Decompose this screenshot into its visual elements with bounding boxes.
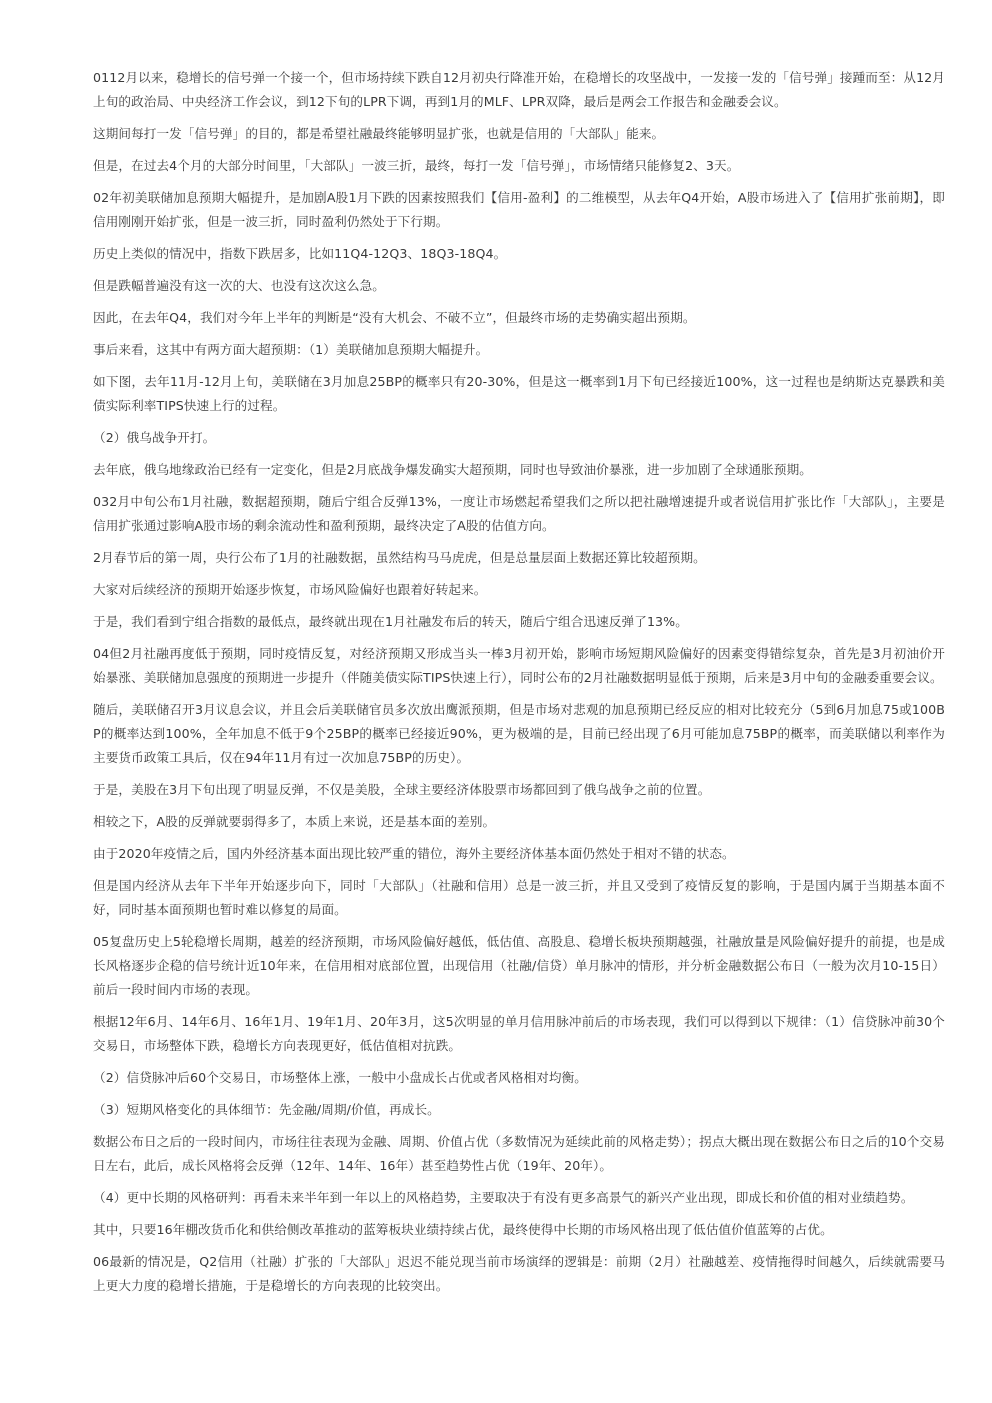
paragraph: 于是，我们看到宁组合指数的最低点，最终就出现在1月社融发布后的转天，随后宁组合迅速反弹了13%。 (93, 614, 688, 629)
paragraph: 如下图，去年11月-12月上旬，美联储在3月加息25BP的概率只有20-30%，但是这一概率到1月下旬已经接近100%，这一过程也是纳斯达克暴跌和美债实际利率TIPS快速上行的过程。 (93, 374, 945, 413)
paragraph: 根据12年6月、14年6月、16年1月、19年1月、20年3月，这5次明显的单月信用脉冲前后的市场表现，我们可以得到以下规律：（1）信贷脉冲前30个交易日，市场整体下跌，稳增长方向表现更好，低估值相对抗跌。 (93, 1014, 945, 1053)
paragraph: （4）更中长期的风格研判：再看未来半年到一年以上的风格趋势，主要取决于有没有更多高景气的新兴产业出现，即成长和价值的相对业绩趋势。 (93, 1190, 914, 1205)
paragraph: 由于2020年疫情之后，国内外经济基本面出现比较严重的错位，海外主要经济体基本面仍然处于相对不错的状态。 (93, 846, 735, 861)
paragraph: 随后，美联储召开3月议息会议，并且会后美联储官员多次放出鹰派预期，但是市场对悲观的加息预期已经反应的相对比较充分（5到6月加息75或100BP的概率达到100%，全年加息不低于9个25BP的概率已经接近90%，更为极端的是，目前已经出现了6月可能加息75BP的概率，而美联储以利率作为主要货币政策工具后，仅在94年11月有过一次加息75BP的历史）。 (93, 702, 945, 765)
paragraph: 这期间每打一发「信号弹」的目的，都是希望社融最终能够明显扩张，也就是信用的「大部队」能来。 (93, 126, 665, 141)
paragraph: 大家对后续经济的预期开始逐步恢复，市场风险偏好也跟着好转起来。 (93, 582, 487, 597)
paragraph: 0112月以来，稳增长的信号弹一个接一个，但市场持续下跌自12月初央行降准开始，在稳增长的攻坚战中，一发接一发的「信号弹」接踵而至：从12月上旬的政治局、中央经济工作会议，到12下旬的LPR下调，再到1月的MLF、LPR双降，最后是两会工作报告和金融委会议。 (93, 70, 945, 109)
paragraph: 因此，在去年Q4，我们对今年上半年的判断是“没有大机会、不破不立”，但最终市场的走势确实超出预期。 (93, 310, 696, 325)
paragraph: 但是国内经济从去年下半年开始逐步向下，同时「大部队」（社融和信用）总是一波三折，并且又受到了疫情反复的影响，于是国内属于当期基本面不好，同时基本面预期也暂时难以修复的局面。 (93, 878, 945, 917)
paragraph: （3）短期风格变化的具体细节：先金融/周期/价值，再成长。 (93, 1102, 440, 1117)
paragraph: 032月中旬公布1月社融，数据超预期，随后宁组合反弹13%，一度让市场燃起希望我们之所以把社融增速提升或者说信用扩张比作「大部队」，主要是信用扩张通过影响A股市场的剩余流动性和盈利预期，最终决定了A股的估值方向。 (93, 494, 945, 533)
paragraph: 相较之下，A股的反弹就要弱得多了，本质上来说，还是基本面的差别。 (93, 814, 496, 829)
paragraph: （2）信贷脉冲后60个交易日，市场整体上涨，一般中小盘成长占优或者风格相对均衡。 (93, 1070, 588, 1085)
document-body (93, 66, 945, 1306)
paragraph: 数据公布日之后的一段时间内，市场往往表现为金融、周期、价值占优（多数情况为延续此前的风格走势）；拐点大概出现在数据公布日之后的10个交易日左右，此后，成长风格将会反弹（12年、14年、16年）甚至趋势性占优（19年、20年）。 (93, 1134, 945, 1173)
paragraph: 05复盘历史上5轮稳增长周期，越差的经济预期，市场风险偏好越低，低估值、高股息、稳增长板块预期越强，社融放量是风险偏好提升的前提，也是成长风格逐步企稳的信号统计近10年来，在信用相对底部位置，出现信用（社融/信贷）单月脉冲的情形，并分析金融数据公布日（一般为次月10-15日）前后一段时间内市场的表现。 (93, 934, 945, 997)
paragraph: 去年底，俄乌地缘政治已经有一定变化，但是2月底战争爆发确实大超预期，同时也导致油价暴涨，进一步加剧了全球通胀预期。 (93, 462, 812, 477)
paragraph: 其中，只要16年棚改货币化和供给侧改革推动的蓝筹板块业绩持续占优，最终使得中长期的市场风格出现了低估值价值蓝筹的占优。 (93, 1222, 833, 1237)
paragraph: 于是，美股在3月下旬出现了明显反弹，不仅是美股，全球主要经济体股票市场都回到了俄乌战争之前的位置。 (93, 782, 711, 797)
paragraph: 但是，在过去4个月的大部分时间里，「大部队」一波三折，最终，每打一发「信号弹」，市场情绪只能修复2、3天。 (93, 158, 740, 173)
paragraph: 历史上类似的情况中，指数下跌居多，比如11Q4-12Q3、18Q3-18Q4。 (93, 246, 507, 261)
paragraph: 2月春节后的第一周，央行公布了1月的社融数据，虽然结构马马虎虎，但是总量层面上数据还算比较超预期。 (93, 550, 706, 565)
paragraph: 事后来看，这其中有两方面大超预期：（1）美联储加息预期大幅提升。 (93, 342, 489, 357)
paragraph: 04但2月社融再度低于预期，同时疫情反复，对经济预期又形成当头一棒3月初开始，影响市场短期风险偏好的因素变得错综复杂，首先是3月初油价开始暴涨、美联储加息强度的预期进一步提升（伴随美债实际TIPS快速上行），同时公布的2月社融数据明显低于预期，后来是3月中旬的金融委重要会议。 (93, 646, 945, 685)
paragraph: 02年初美联储加息预期大幅提升，是加剧A股1月下跌的因素按照我们【信用-盈利】的二维模型，从去年Q4开始，A股市场进入了【信用扩张前期】，即信用刚刚开始扩张，但是一波三折，同时盈利仍然处于下行期。 (93, 190, 945, 229)
paragraph: 06最新的情况是，Q2信用（社融）扩张的「大部队」迟迟不能兑现当前市场演绎的逻辑是：前期（2月）社融越差、疫情拖得时间越久，后续就需要马上更大力度的稳增长措施，于是稳增长的方向表现的比较突出。 (93, 1254, 945, 1293)
paragraph: （2）俄乌战争开打。 (93, 430, 216, 445)
paragraph: 但是跌幅普遍没有这一次的大、也没有这次这么急。 (93, 278, 385, 293)
